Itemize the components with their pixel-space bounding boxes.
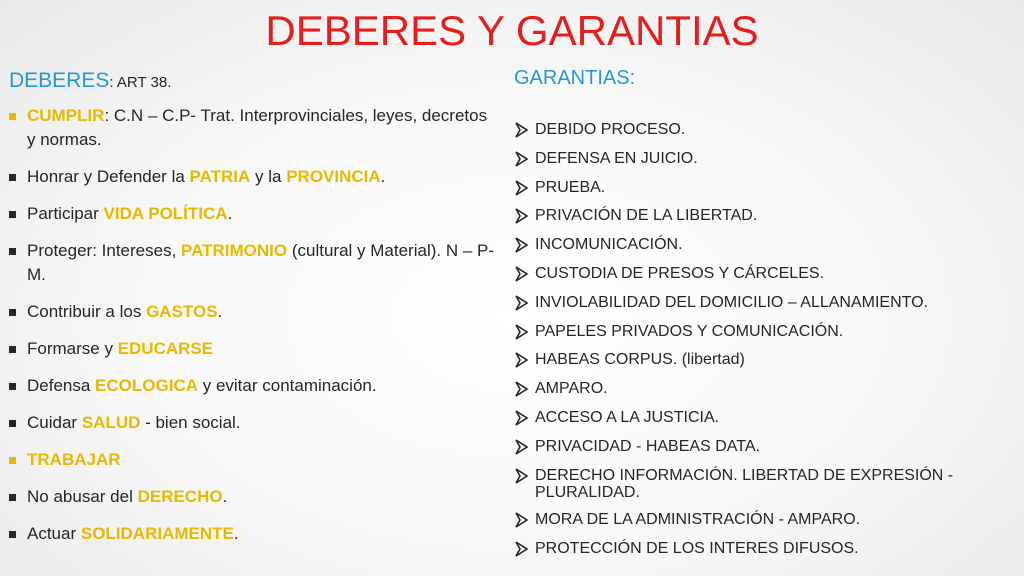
item-text: . [227, 204, 233, 223]
item-text: Cuidar [27, 413, 82, 432]
garantias-item [514, 323, 1014, 341]
item-text: Defensa [27, 376, 96, 395]
item-text: Formarse y [27, 339, 118, 358]
garantias-item [514, 438, 1014, 456]
garantia-text: DEFENSA EN JUICIO. [535, 149, 698, 167]
item-text: Contribuir a los [27, 302, 147, 321]
square-bullet-icon [9, 309, 16, 316]
garantias-item [514, 179, 1014, 197]
square-bullet-icon [9, 383, 16, 390]
highlighted-term: SOLIDARIAMENTE [80, 524, 234, 543]
square-bullet-icon [9, 211, 16, 218]
slide-title: DEBERES Y GARANTIAS [265, 7, 759, 54]
garantias-item [514, 511, 1014, 529]
arrow-bullet-icon [514, 438, 530, 456]
deberes-item [9, 448, 499, 472]
garantias-item [514, 121, 1014, 139]
garantia-text: HABEAS CORPUS. (libertad) [535, 351, 745, 369]
deberes-item [9, 374, 499, 398]
highlighted-term: GASTOS [146, 302, 218, 321]
garantia-text: PAPELES PRIVADOS Y COMUNICACIÓN. [535, 322, 844, 340]
highlighted-term: CUMPLIR [27, 106, 105, 125]
garantia-text: PROTECCIÓN DE LOS INTERES DIFUSOS. [535, 540, 859, 558]
square-bullet-icon [9, 248, 16, 255]
deberes-item [9, 337, 499, 361]
deberes-heading-suffix: : ART 38. [109, 74, 172, 91]
item-text: . [233, 524, 239, 543]
deberes-item [9, 411, 499, 435]
garantias-column [514, 66, 1014, 569]
garantia-text: DERECHO INFORMACIÓN. LIBERTAD DE EXPRESIÓN - PLURALIDAD. [535, 466, 954, 501]
garantias-item [514, 351, 1014, 369]
item-text: (cultural y Material). N – P- M. [27, 241, 495, 284]
item-text: : C.N – C.P- Trat. Interprovinciales, leyes, decretos y normas. [27, 106, 488, 149]
garantias-item [514, 207, 1014, 225]
highlighted-term: DERECHO [137, 487, 223, 506]
highlighted-term: PATRIMONIO [181, 241, 288, 260]
highlighted-term: PATRIA [189, 167, 251, 186]
garantia-text: PRIVACIÓN DE LA LIBERTAD. [535, 207, 758, 225]
square-bullet-icon [9, 457, 16, 464]
item-text: Actuar [27, 524, 81, 543]
garantias-item [514, 265, 1014, 283]
garantia-text: MORA DE LA ADMINISTRACIÓN - AMPARO. [535, 511, 861, 529]
arrow-bullet-icon [514, 179, 530, 197]
highlighted-term: PROVINCIA [286, 167, 381, 186]
garantias-heading: GARANTIAS: [514, 67, 636, 89]
arrow-bullet-icon [514, 121, 530, 139]
item-text: . [217, 302, 223, 321]
highlighted-term: VIDA POLÍTICA [103, 204, 228, 223]
arrow-bullet-icon [514, 323, 530, 341]
item-text: y evitar contaminación. [198, 376, 377, 395]
arrow-bullet-icon [514, 409, 530, 427]
garantia-text: PRUEBA. [535, 178, 606, 196]
square-bullet-icon [9, 174, 16, 181]
deberes-item [9, 104, 499, 152]
deberes-list [9, 104, 499, 546]
item-text: y la [250, 167, 287, 186]
item-text: Honrar y Defender la [27, 167, 190, 186]
arrow-bullet-icon [514, 511, 530, 529]
item-text: - bien social. [140, 413, 241, 432]
item-text: . [222, 487, 228, 506]
garantia-text: AMPARO. [535, 380, 608, 398]
arrow-bullet-icon [514, 351, 530, 369]
square-bullet-icon [9, 494, 16, 501]
garantia-text: INCOMUNICACIÓN. [535, 236, 683, 254]
garantias-list [514, 121, 1014, 558]
deberes-item [9, 522, 499, 546]
deberes-item [9, 165, 499, 189]
highlighted-term: ECOLOGICA [95, 376, 198, 395]
arrow-bullet-icon [514, 150, 530, 168]
garantias-item [514, 294, 1014, 312]
garantias-item [514, 380, 1014, 398]
garantias-item [514, 467, 1014, 501]
deberes-item [9, 202, 499, 226]
square-bullet-icon [9, 420, 16, 427]
deberes-heading [9, 68, 499, 96]
garantia-text: INVIOLABILIDAD DEL DOMICILIO – ALLANAMIENTO. [535, 293, 929, 311]
arrow-bullet-icon [514, 294, 530, 312]
garantias-item [514, 409, 1014, 427]
arrow-bullet-icon [514, 207, 530, 225]
garantia-text: CUSTODIA DE PRESOS Y CÁRCELES. [535, 264, 824, 282]
deberes-item [9, 485, 499, 509]
arrow-bullet-icon [514, 236, 530, 254]
square-bullet-icon [9, 346, 16, 353]
arrow-bullet-icon [514, 265, 530, 283]
garantia-text: DEBIDO PROCESO. [535, 121, 686, 138]
deberes-column [9, 68, 499, 546]
deberes-item [9, 300, 499, 324]
deberes-item [9, 239, 499, 287]
garantias-item [514, 236, 1014, 254]
garantias-item [514, 540, 1014, 558]
item-text: . [380, 167, 386, 186]
highlighted-term: SALUD [81, 413, 141, 432]
garantia-text: PRIVACIDAD - HABEAS DATA. [535, 437, 760, 455]
item-text: No abusar del [27, 487, 138, 506]
square-bullet-icon [9, 113, 16, 120]
item-text: Participar [27, 204, 104, 223]
garantias-item [514, 150, 1014, 168]
highlighted-term: TRABAJAR [27, 450, 121, 469]
highlighted-term: EDUCARSE [117, 339, 214, 358]
garantia-text: ACCESO A LA JUSTICIA. [535, 408, 720, 426]
arrow-bullet-icon [514, 380, 530, 398]
deberes-heading-text: DEBERES [9, 69, 110, 92]
arrow-bullet-icon [514, 467, 530, 485]
item-text: Proteger: Intereses, [27, 241, 182, 260]
arrow-bullet-icon [514, 540, 530, 558]
square-bullet-icon [9, 531, 16, 538]
